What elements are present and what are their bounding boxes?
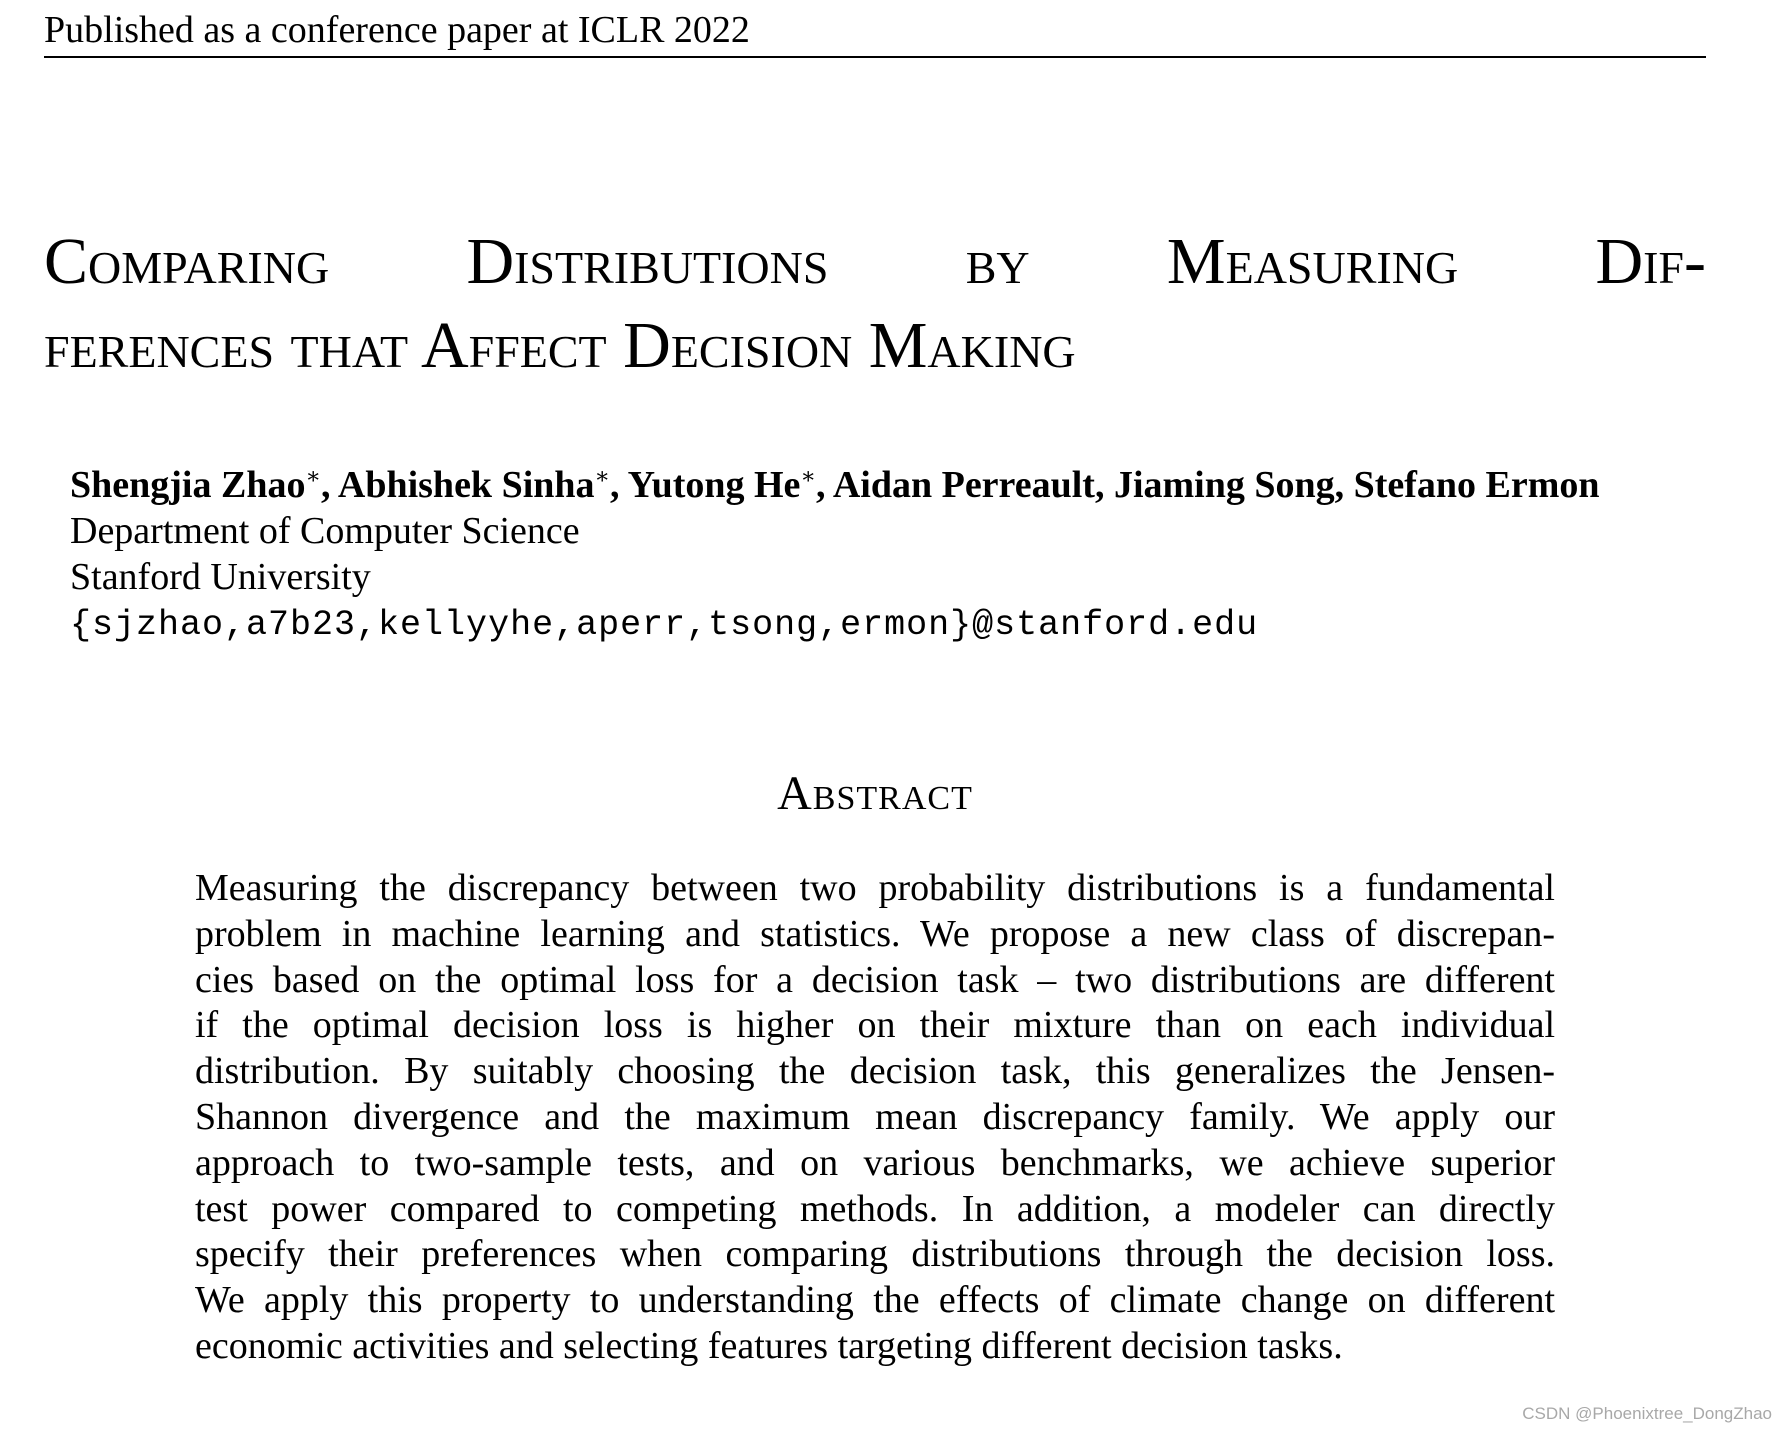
abstract-body: [195, 866, 1555, 1370]
author-emails: {sjzhao,a7b23,kellyyhe,aperr,tsong,ermon}@stanford.edu: [70, 605, 1259, 645]
abstract-line: specify their preferences when comparing distributions through the decision loss.: [195, 1233, 1555, 1276]
abstract-line: problem in machine learning and statistics. We propose a new class of discrepan-: [195, 912, 1555, 955]
abstract-line: if the optimal decision loss is higher on their mixture than on each individual: [195, 1004, 1555, 1047]
university: Stanford University: [70, 556, 371, 598]
abstract-line: cies based on the optimal loss for a decision task – two distributions are different: [195, 958, 1555, 1001]
author-separator: ,: [610, 464, 628, 506]
abstract-line: economic activities and selecting features targeting different decision tasks.: [195, 1324, 1343, 1367]
abstract-line: distribution. By suitably choosing the decision task, this generalizes the Jensen-: [195, 1050, 1555, 1093]
author-name: Yutong He: [627, 464, 801, 506]
equal-contribution-mark: ∗: [800, 463, 816, 489]
abstract-line: Measuring the discrepancy between two probability distributions is a fundamental: [195, 867, 1555, 909]
abstract-line: approach to two-sample tests, and on various benchmarks, we achieve superior: [195, 1141, 1555, 1184]
running-header: [44, 6, 1706, 58]
author-separator: ,: [320, 464, 338, 506]
header-text: Published as a conference paper at ICLR 2022: [44, 9, 750, 51]
equal-contribution-mark: ∗: [305, 463, 321, 489]
author-name: Shengjia Zhao: [70, 464, 306, 506]
abstract-line: test power compared to competing methods. In addition, a modeler can directly: [195, 1187, 1555, 1230]
department: Department of Computer Science: [70, 510, 580, 552]
abstract-line: Shannon divergence and the maximum mean discrepancy family. We apply our: [195, 1095, 1555, 1138]
author-block: [70, 462, 1600, 650]
author-name: Abhishek Sinha: [337, 464, 595, 506]
author-names-rest: , Aidan Perreault, Jiaming Song, Stefano Ermon: [815, 464, 1600, 506]
abstract-heading: Abstract: [777, 767, 973, 820]
equal-contribution-mark: ∗: [594, 463, 611, 489]
title-line-1: Comparing Distributions by Measuring Dif-: [44, 225, 1706, 298]
paper-title: [44, 220, 1706, 388]
abstract-line: We apply this property to understanding the effects of climate change on different: [195, 1279, 1555, 1322]
watermark: CSDN @Phoenixtree_DongZhao: [1522, 1404, 1772, 1423]
title-line-2: ferences that Affect Decision Making: [44, 309, 1076, 382]
author-names: [70, 462, 1600, 508]
